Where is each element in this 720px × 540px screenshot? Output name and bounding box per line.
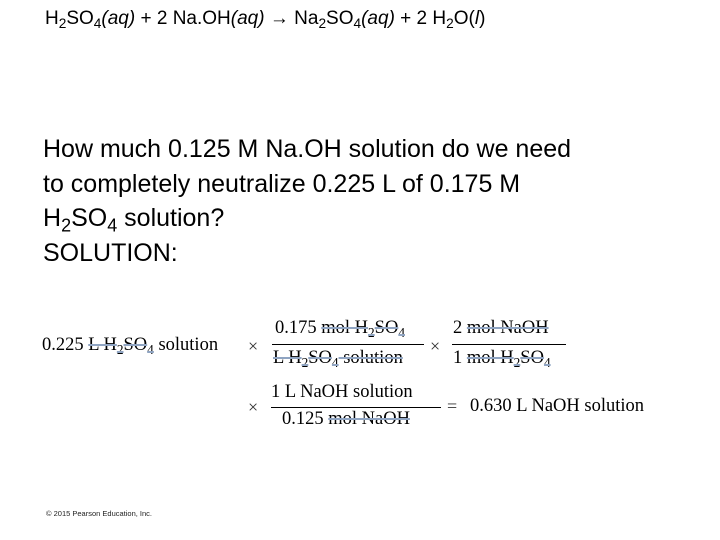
- factor1-numerator: [275, 318, 405, 339]
- given-value: 0.225: [42, 335, 89, 355]
- unit-text: SO: [123, 335, 148, 355]
- unit-subscript: 2: [513, 354, 521, 370]
- num-value: 0.175: [275, 318, 322, 338]
- reaction-arrow-icon: →: [269, 8, 289, 29]
- eq-state: (aq): [230, 8, 265, 29]
- factor2-denominator: [453, 348, 551, 369]
- eq-na-text: Na: [288, 8, 319, 29]
- eq-state: l: [474, 8, 480, 29]
- fraction-bar: [452, 344, 566, 345]
- cancelled-unit: [321, 318, 405, 338]
- cancelled-unit: mol NaOH: [466, 318, 549, 338]
- unit-subscript: 2: [301, 354, 309, 370]
- unit-text: SO: [308, 348, 332, 368]
- result-value: 0.630 L NaOH solution: [470, 396, 645, 416]
- factor1-denominator: [273, 348, 403, 369]
- unit-subscript: 4: [147, 341, 154, 357]
- cancelled-unit: [467, 348, 551, 368]
- dimensional-analysis: [42, 313, 702, 438]
- fraction-bar: [272, 344, 424, 345]
- eq-h2o-text: + 2 H: [394, 8, 447, 29]
- factor3-denominator: [282, 409, 410, 430]
- eq-subscript: 2: [58, 16, 67, 32]
- cancelled-unit: [273, 348, 403, 368]
- solution-label: SOLUTION:: [43, 238, 178, 267]
- balanced-equation: [45, 8, 485, 30]
- times-operator: ×: [248, 336, 259, 356]
- question-line: to completely neutralize 0.225 L of 0.175 M: [43, 169, 521, 198]
- unit-text: SO: [374, 318, 399, 338]
- eq-subscript: 4: [353, 16, 362, 32]
- eq-paren: ): [479, 8, 486, 29]
- unit-subscript: 2: [368, 324, 375, 340]
- unit-text: mol H: [466, 348, 514, 368]
- question-line: How much 0.125 M Na.OH solution do we need: [43, 135, 572, 163]
- eq-state: (aq): [361, 8, 395, 29]
- eq-subscript: 4: [93, 16, 102, 32]
- fraction-bar: [271, 407, 441, 408]
- question-block: [43, 132, 703, 270]
- factor3-numerator: 1 L NaOH solution: [271, 382, 413, 402]
- unit-subscript: 4: [331, 354, 339, 370]
- factor2-numerator: [453, 318, 549, 339]
- cancelled-unit: [88, 335, 154, 355]
- eq-naoh-text: + 2 Na.OH: [135, 8, 231, 29]
- eq-so-text: SO: [326, 8, 354, 29]
- unit-text: solution: [338, 348, 403, 368]
- times-operator: ×: [430, 336, 441, 356]
- unit-text: mol H: [321, 318, 369, 338]
- eq-h-text: H: [45, 8, 59, 29]
- unit-text: L H: [88, 335, 117, 355]
- given-quantity: [42, 335, 218, 356]
- copyright-notice: © 2015 Pearson Education, Inc.: [46, 509, 153, 518]
- cancelled-unit: mol NaOH: [328, 409, 410, 429]
- unit-text: L H: [273, 348, 302, 368]
- num-value: 2: [453, 318, 467, 338]
- den-value: 1: [453, 348, 467, 368]
- unit-subscript: 2: [116, 341, 124, 357]
- eq-subscript: 2: [318, 16, 327, 32]
- unit-text: SO: [520, 348, 544, 368]
- equals-operator: =: [447, 396, 458, 416]
- eq-o-text: O(: [453, 8, 475, 29]
- eq-so-text: SO: [66, 8, 94, 29]
- eq-state: (aq): [101, 8, 136, 29]
- question-line: [43, 201, 703, 236]
- den-value: 0.125: [282, 409, 329, 429]
- unit-subscript: 4: [543, 354, 551, 370]
- q-solution-text: solution?: [117, 204, 225, 232]
- q-h-text: H: [43, 204, 62, 232]
- times-operator: ×: [248, 397, 259, 417]
- q-subscript: 4: [107, 215, 118, 236]
- unit-subscript: 4: [398, 324, 405, 340]
- q-so-text: SO: [71, 204, 108, 232]
- q-subscript: 2: [61, 215, 72, 236]
- eq-subscript: 2: [446, 16, 454, 32]
- unit-text: solution: [153, 335, 219, 355]
